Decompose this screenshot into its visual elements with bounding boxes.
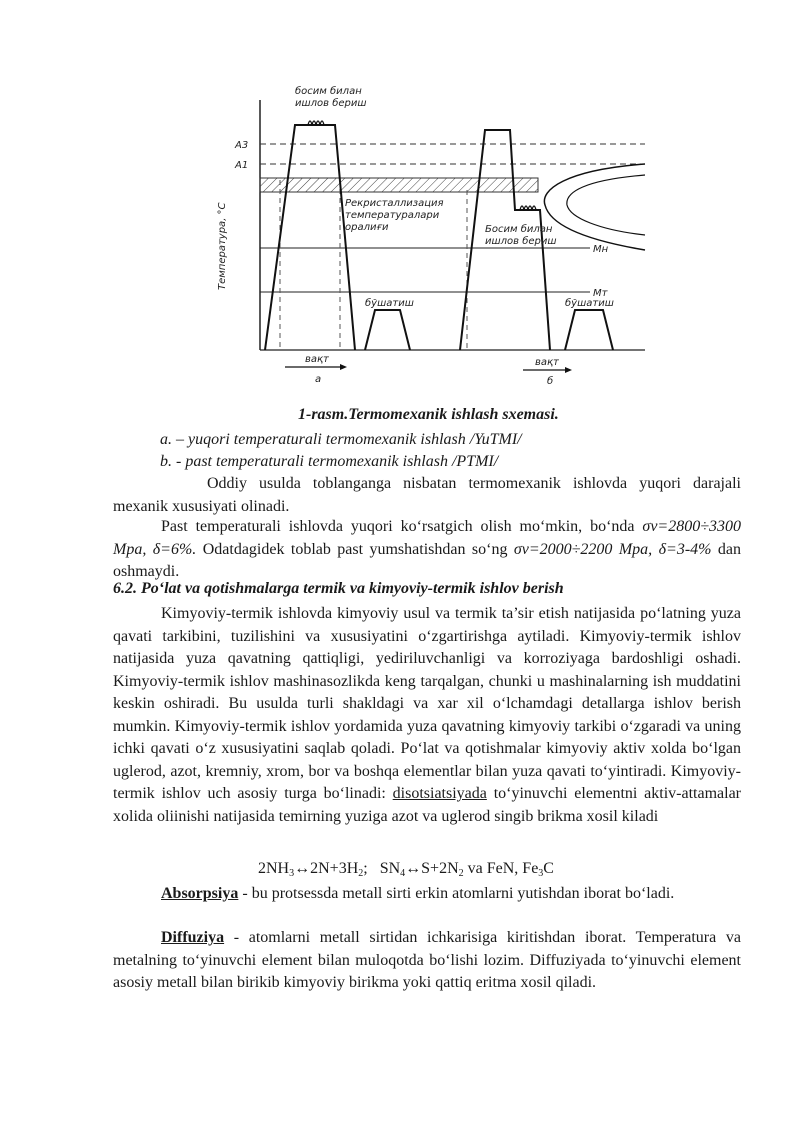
label-mh: Мн: [593, 244, 609, 255]
legend-b: b. - past temperaturali termomexanik ishlash /PTMI/: [160, 453, 499, 470]
paragraph-1: Oddiy usulda toblanganga nisbatan termomexanik ishlovda yuqori darajali mexanik xususiyati olinadi.: [113, 475, 741, 515]
figure-caption: 1-rasm.Termomexanik ishlash sxemasi.: [298, 406, 559, 423]
para3-underlined-term: disotsiatsiyada: [392, 785, 487, 802]
para2-text-b: Odatdagidek toblab past yumshatishdan so‘ng: [196, 540, 514, 558]
letter-a: а: [315, 374, 322, 385]
absorption-term: Absorpsiya: [161, 885, 239, 902]
middle-note-3: оралиғи: [345, 222, 389, 233]
reaction-formula: $2NH_3\leftrightarrow 2N+3H_2$; $SN_4\leftrightarrow S+2N_2$ va FeN, $Fe_3C$: [258, 860, 554, 879]
cycle-b-temper: [565, 310, 613, 350]
para2-formula-2: σv=2000÷2200 Mpa, δ=3-4%: [513, 540, 712, 558]
diffusion-term: Diffuziya: [161, 929, 225, 946]
top-note-1: босим билан: [295, 86, 362, 97]
time-label-a: вақт: [305, 354, 329, 365]
para5-text: - atomlarni metall sirtidan ichkarisiga kiritishdan iborat. Temperatura va metalning to‘yinuvchi element bilan muloqotda bo‘lishi lozim. Diffuziyada to‘yinuvchi element asosiy metall bilan birikib kimyoviy birikma yoki qattiq eritma xosil qiladi.: [113, 929, 741, 991]
diagram-svg: [205, 80, 655, 390]
c-curve-inner: [567, 175, 645, 235]
temper-label-2: бўшатиш: [565, 298, 614, 309]
label-mt: Мт: [593, 288, 608, 299]
temper-label-1: бўшатиш: [365, 298, 414, 309]
paragraph-2: [113, 516, 741, 584]
y-axis-label: Температура, °С: [217, 202, 228, 290]
para2-formula-1: σv=2800÷3300 Mpa, δ=6%.: [113, 518, 741, 558]
right-note-1: Босим билан: [485, 224, 553, 235]
right-note-2: ишлов бериш: [485, 236, 557, 247]
letter-b: б: [547, 376, 554, 387]
para4-text: - bu protsessda metall sirti erkin atomlarni yutishdan iborat bo‘ladi.: [238, 885, 675, 902]
middle-note-2: температуралари: [345, 210, 440, 221]
section-heading: 6.2. Po‘lat va qotishmalarga termik va kimyoviy-termik ishlov berish: [113, 580, 564, 597]
para2-text-a: Past temperaturali ishlovda yuqori ko‘rsatgich olish mo‘mkin, bo‘nda: [161, 518, 643, 535]
para3-text-b: to‘yinuvchi elementni aktiv-attamalar xolida oliinishi natijasida temirning yuziga azot va uglerod singib brikma xosil kiladi: [113, 785, 741, 825]
cycle-a-heating: [265, 125, 355, 350]
paragraph-4: [113, 883, 741, 906]
recrystallization-band: [260, 178, 538, 192]
cycle-a-temper: [365, 310, 410, 350]
para2-text-c: dan oshmaydi.: [113, 540, 741, 580]
paragraph-3: [113, 603, 741, 828]
middle-note-1: Рекристаллизация: [345, 198, 444, 209]
para3-text-a: Kimyoviy-termik ishlovda kimyoviy usul va termik ta’sir etish natijasida po‘latning yuza qavati tarkibini, tuzilishini va xususiyatini o‘zgartirishga aytiladi. Kimyoviy-termik ishlov natijasida yuza qavatning qattiqligi, yediriluvchanligi va korroziyaga bardoshligi oshadi. Kimyoviy-termik ishlov mashinasozlikda keng tarqalgan, chunki u mashinalarning ish muddatini keskin oshiradi. Bu usulda turli shakldagi va xar xil o‘lchamdagi detallarga ishlov berish mumkin. Kimyoviy-termik ishlov yordamida yuza qavatning kimyoviy tarkibi o‘zgaradi va uning ichki qavati o‘z xususiyatini saqlab qoladi. Po‘lat va qotishmalar kimyoviy aktiv xolda bo‘lgan uglerod, azot, kremniy, xrom, bor va boshqa elementlar bilan yuza qavati to‘yintiradi. Kimyoviy-termik ishlov uch asosiy turga bo‘linadi:: [113, 605, 741, 802]
time-label-b: вақт: [535, 357, 559, 368]
top-note-2: ишлов бериш: [295, 98, 367, 109]
legend-a: a. – yuqori temperaturali termomexanik ishlash /YuTMI/: [160, 431, 522, 448]
paragraph-5: [113, 927, 741, 995]
label-a1: A1: [235, 160, 249, 171]
label-a3: A3: [235, 140, 249, 151]
thermomechanical-diagram: [205, 80, 655, 390]
